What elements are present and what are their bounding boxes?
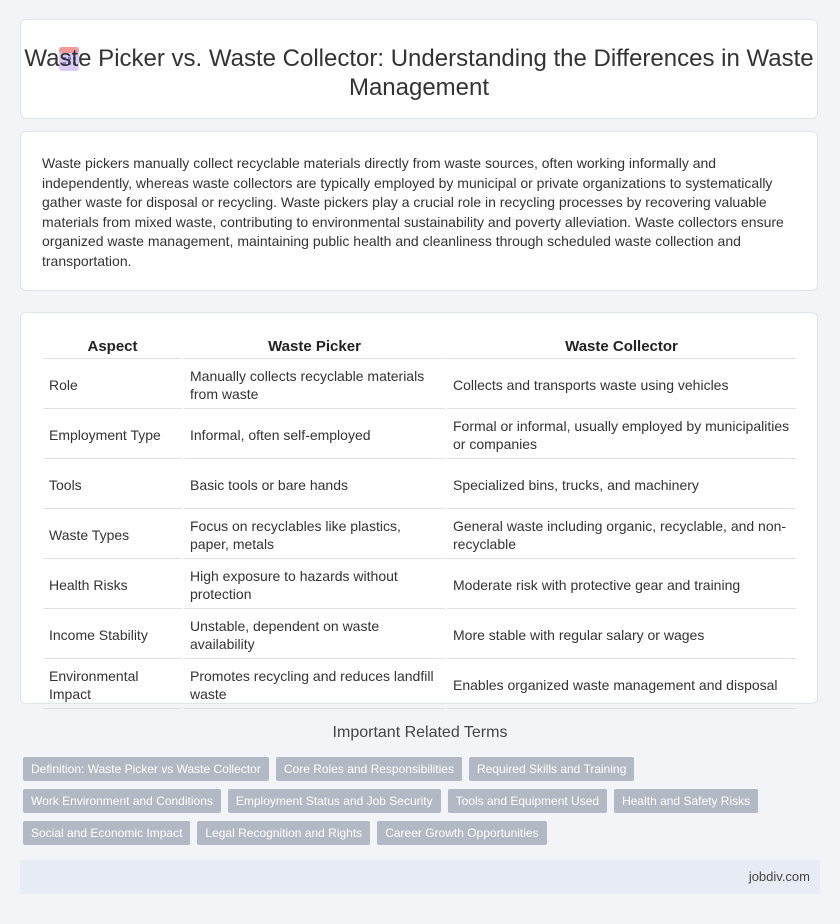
related-term-tag[interactable]: Legal Recognition and Rights [197,821,370,845]
table-row [43,361,796,409]
waste-picker-cell: Focus on recyclables like plastics, paper, metals [184,511,445,559]
related-term-tag[interactable]: Employment Status and Job Security [228,789,441,813]
title-card [20,19,818,119]
tag-row [23,789,803,813]
waste-picker-cell: High exposure to hazards without protection [184,561,445,609]
aspect-cell: Waste Types [43,511,182,559]
aspect-cell: Role [43,361,182,409]
related-term-tag[interactable]: Core Roles and Responsibilities [276,757,462,781]
related-term-tag[interactable]: Tools and Equipment Used [448,789,607,813]
aspect-cell: Income Stability [43,611,182,659]
waste-picker-cell: Unstable, dependent on waste availability [184,611,445,659]
table-header-row [43,335,796,359]
related-term-tag[interactable]: Required Skills and Training [469,757,634,781]
aspect-cell: Environmental Impact [43,661,182,709]
waste-collector-cell: More stable with regular salary or wages [447,611,796,659]
comparison-card [20,312,818,704]
waste-collector-cell: Formal or informal, usually employed by municipalities or companies [447,411,796,459]
related-term-tag[interactable]: Social and Economic Impact [23,821,190,845]
waste-picker-cell: Basic tools or bare hands [184,461,445,509]
related-term-tag[interactable]: Work Environment and Conditions [23,789,221,813]
waste-picker-cell: Manually collects recyclable materials from waste [184,361,445,409]
tag-row [23,821,803,845]
header-aspect: Aspect [43,335,182,359]
waste-collector-cell: Enables organized waste management and disposal [447,661,796,709]
aspect-cell: Tools [43,461,182,509]
table-row [43,611,796,659]
table-row [43,511,796,559]
waste-picker-cell: Informal, often self-employed [184,411,445,459]
waste-collector-cell: Moderate risk with protective gear and training [447,561,796,609]
tag-row [23,757,803,781]
comparison-table [41,333,798,711]
waste-collector-cell: Specialized bins, trucks, and machinery [447,461,796,509]
intro-paragraph: Waste pickers manually collect recyclable materials directly from waste sources, often working informally and independently, whereas waste collectors are typically employed by municipal or private organizations to systematically gather waste for disposal or recycling. Waste pickers play a crucial role in recycling processes by recovering valuable materials from mixed waste, contributing to environmental sustainability and poverty alleviation. Waste collectors ensure organized waste management, maintaining public health and cleanliness through scheduled waste collection and transportation. [42,155,784,269]
table-row [43,661,796,709]
page-title: Waste Picker vs. Waste Collector: Understanding the Differences in Waste Management [24,45,814,101]
intro-card [20,131,818,291]
footer-site-link[interactable]: jobdiv.com [748,869,810,884]
related-terms-heading: Important Related Terms [332,724,508,741]
aspect-cell: Employment Type [43,411,182,459]
table-row [43,561,796,609]
waste-collector-cell: General waste including organic, recyclable, and non-recyclable [447,511,796,559]
aspect-cell: Health Risks [43,561,182,609]
waste-picker-cell: Promotes recycling and reduces landfill waste [184,661,445,709]
related-term-tag[interactable]: Career Growth Opportunities [377,821,546,845]
related-terms-list [23,757,803,853]
related-term-tag[interactable]: Health and Safety Risks [614,789,758,813]
table-row [43,411,796,459]
header-waste-picker: Waste Picker [184,335,445,359]
footer [20,860,820,894]
header-waste-collector: Waste Collector [447,335,796,359]
table-row [43,461,796,509]
waste-collector-cell: Collects and transports waste using vehicles [447,361,796,409]
related-term-tag[interactable]: Definition: Waste Picker vs Waste Collector [23,757,269,781]
